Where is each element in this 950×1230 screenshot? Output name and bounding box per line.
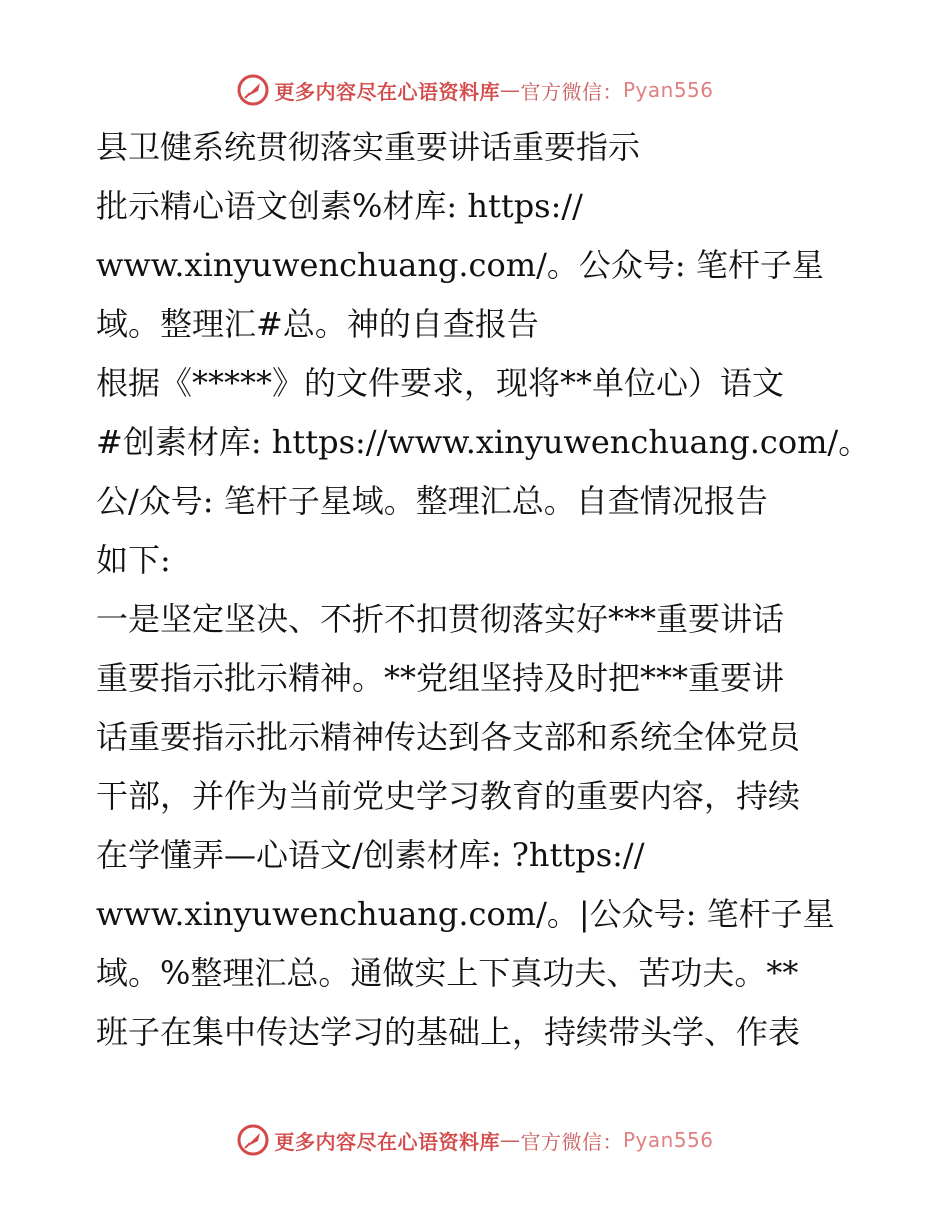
text-line: 在学懂弄—心语文/创素材库: ?https:// bbox=[96, 836, 645, 874]
banner-handle: Pyan556 bbox=[622, 1128, 714, 1152]
footer-banner bbox=[0, 1120, 950, 1160]
text-line: 域。%整理汇总。通做实上下真功夫、苦功夫。** bbox=[96, 954, 799, 992]
quill-logo-icon bbox=[236, 73, 270, 107]
banner-brand-text: 更多内容尽在心语资料库 bbox=[274, 1129, 500, 1154]
text-line: 公/众号: 笔杆子星域。整理汇总。自查情况报告 bbox=[96, 482, 768, 520]
header-banner bbox=[0, 70, 950, 110]
text-line: 干部，并作为当前党史学习教育的重要内容，持续 bbox=[96, 777, 801, 815]
text-line: www.xinyuwenchuang.com/。公众号: 笔杆子星 bbox=[96, 246, 824, 284]
document-body bbox=[96, 118, 871, 1062]
text-line: www.xinyuwenchuang.com/。|公众号: 笔杆子星 bbox=[96, 895, 835, 933]
banner-dash: — bbox=[499, 1128, 521, 1152]
quill-logo-icon bbox=[236, 1123, 270, 1157]
banner-handle: Pyan556 bbox=[622, 78, 714, 102]
text-line: 班子在集中传达学习的基础上，持续带头学、作表 bbox=[96, 1013, 801, 1051]
text-line: 域。整理汇#总。神的自查报告 bbox=[96, 305, 539, 343]
text-line: 根据《*****》的文件要求，现将**单位心）语文 bbox=[96, 364, 785, 402]
banner-official-text: 官方微信： bbox=[520, 1129, 623, 1154]
text-line: 如下: bbox=[96, 541, 171, 579]
paragraph-2 bbox=[96, 354, 871, 590]
text-line: 一是坚定坚决、不折不扣贯彻落实好***重要讲话 bbox=[96, 600, 785, 638]
paragraph-1 bbox=[96, 177, 856, 354]
text-line: 话重要指示批示精神传达到各支部和系统全体党员 bbox=[96, 718, 801, 756]
banner-official-text: 官方微信： bbox=[520, 79, 623, 104]
paragraph-3 bbox=[96, 590, 856, 1062]
banner-dash: — bbox=[499, 78, 521, 102]
text-line: 批示精心语文创素%材库: https:// bbox=[96, 187, 583, 225]
banner-brand-text: 更多内容尽在心语资料库 bbox=[274, 79, 500, 104]
text-line: 重要指示批示精神。**党组坚持及时把***重要讲 bbox=[96, 659, 785, 697]
document-title: 县卫健系统贯彻落实重要讲话重要指示 bbox=[96, 128, 641, 166]
text-line: #创素材库: https://www.xinyuwenchuang.com/。 bbox=[96, 423, 871, 461]
